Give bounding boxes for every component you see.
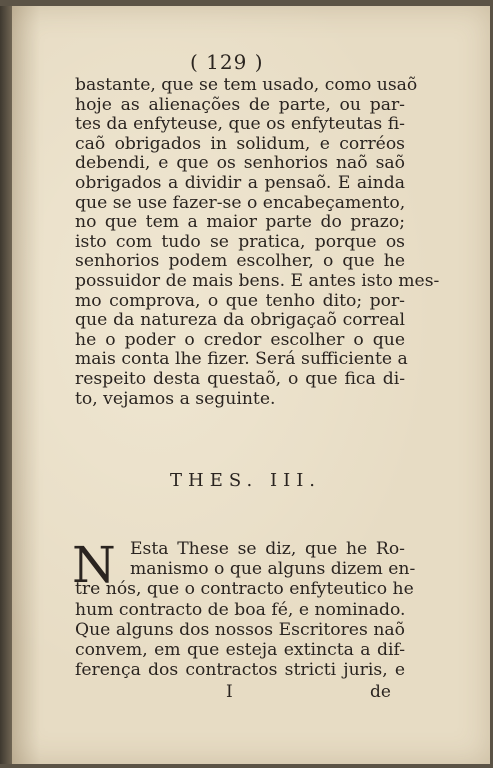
text-line: mo comprova, o que tenho dito; por- — [75, 290, 405, 311]
text-line: senhorios podem escolher, o que he — [75, 251, 405, 272]
text-line: hum contracto de boa fé, e nominado. — [75, 599, 406, 620]
text-line: convem, em que esteja extincta a dif- — [75, 640, 405, 660]
text-line: possuidor de mais bens. E antes isto mes- — [75, 271, 440, 291]
text-line: mais conta lhe fizer. Será sufficiente a — [75, 349, 408, 370]
text-line: bastante, que se tem usado, como usaõ — [75, 75, 418, 95]
text-line: caõ obrigados in solidum, e corréos — [75, 133, 405, 154]
text-line: hoje as alienações de parte, ou par- — [75, 94, 405, 115]
text-line: no que tem a maior parte do prazo; — [75, 212, 405, 233]
text-line: ferença dos contractos stricti juris, e — [75, 660, 405, 681]
section-heading: THES. III. — [170, 470, 322, 491]
signature-mark: I — [226, 682, 233, 702]
catchword: de — [370, 682, 391, 702]
text-line: obrigados a dividir a pensaõ. E ainda — [75, 173, 405, 193]
text-line: Que alguns dos nossos Escritores naõ — [75, 619, 405, 640]
text-line: isto com tudo se pratica, porque os — [75, 231, 405, 252]
text-line: que se use fazer-se o encabeçamento, — [75, 192, 406, 213]
text-line: manismo o que alguns dizem en- — [130, 559, 416, 580]
text-line: que da natureza da obrigaçaõ correal — [75, 310, 405, 331]
drop-cap: N — [72, 536, 116, 594]
text-line: Esta These se diz, que he Ro- — [130, 539, 405, 559]
text-line: tre nós, que o contracto enfyteutico he — [75, 579, 414, 600]
text-line: debendi, e que os senhorios naõ saõ — [75, 153, 405, 174]
text-line: to, vejamos a seguinte. — [75, 388, 276, 409]
text-line: respeito desta questaõ, o que fica di- — [75, 369, 405, 389]
text-line: tes da enfyteuse, que os enfyteutas fi- — [75, 114, 405, 135]
page-number: ( 129 ) — [190, 50, 264, 74]
text-line: he o poder o credor escolher o que — [75, 329, 405, 350]
